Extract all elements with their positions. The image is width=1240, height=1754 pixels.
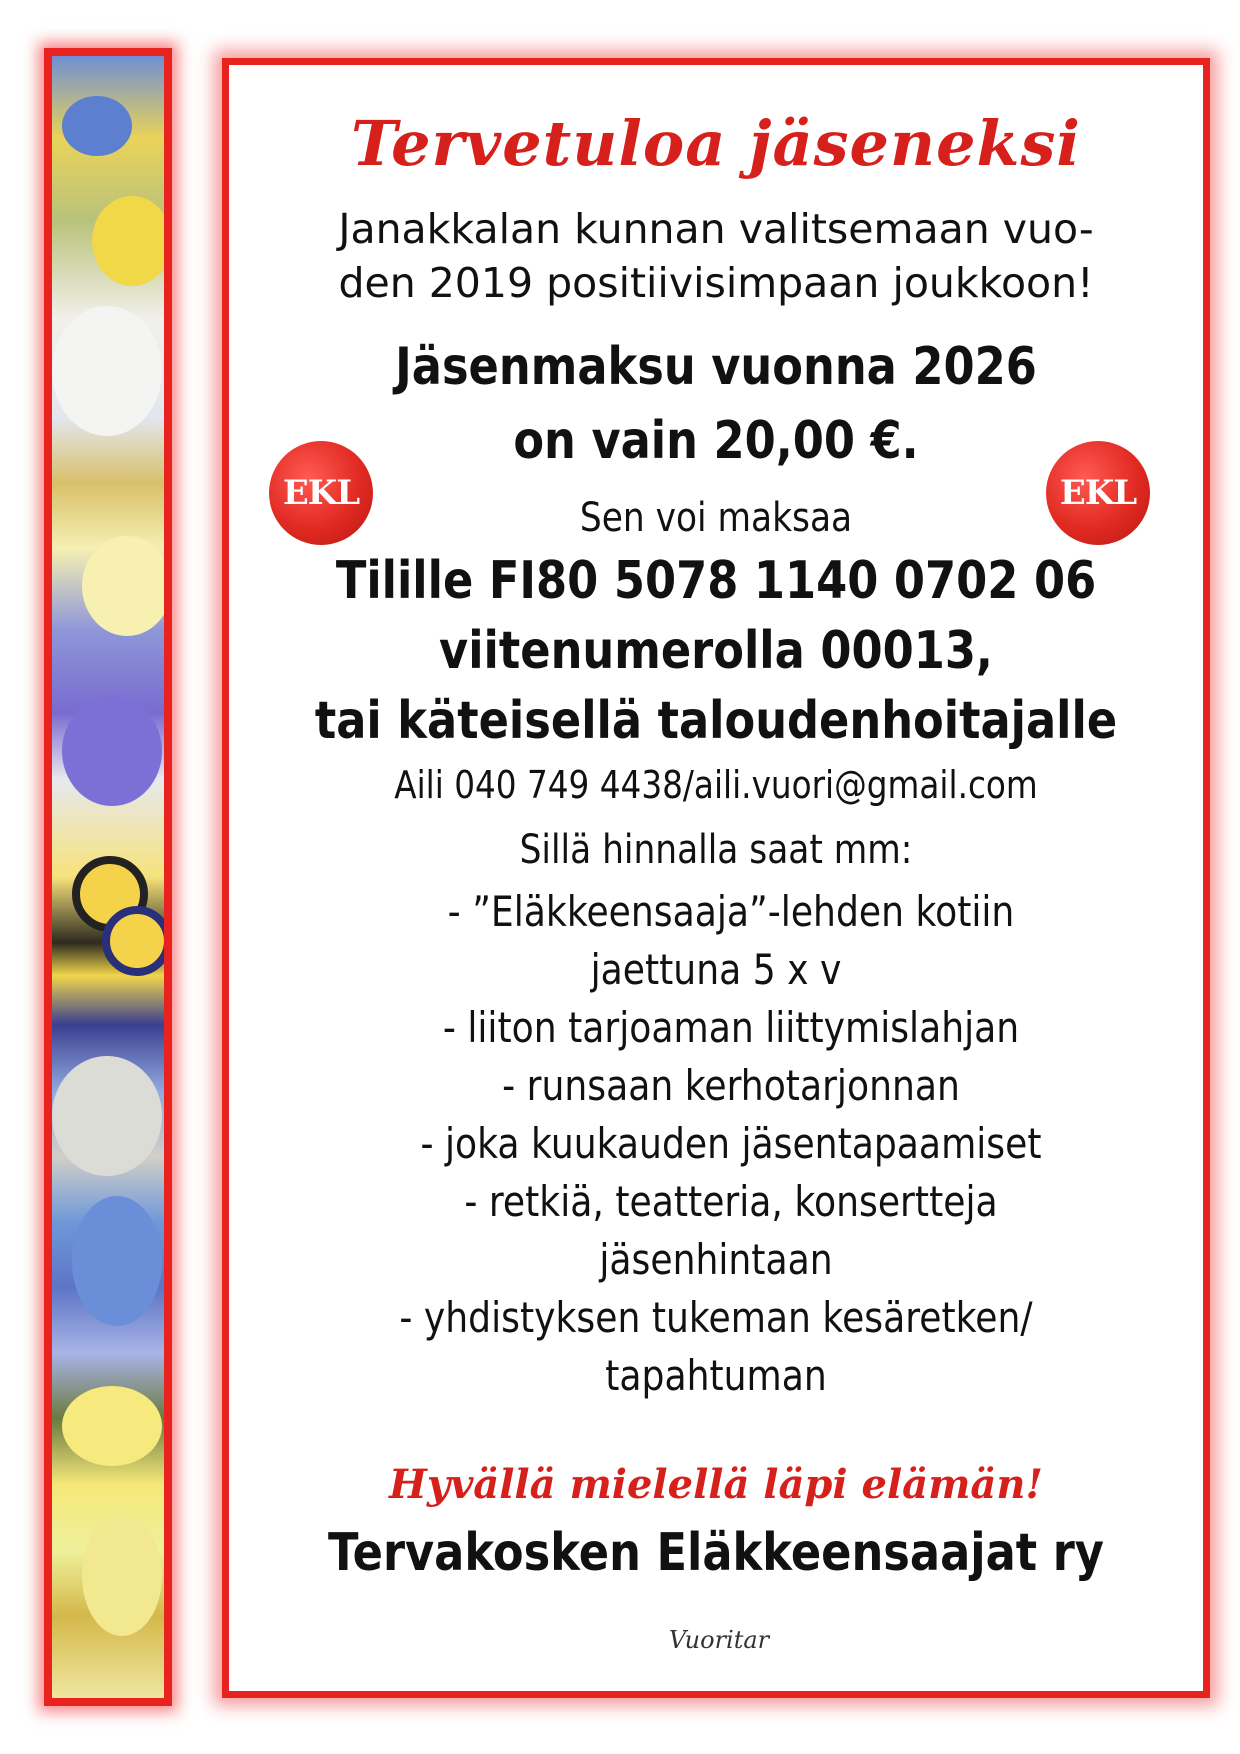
benefit-line: - yhdistyksen tukeman kesäretken/: [399, 1293, 1033, 1342]
flower-decoration: [62, 1386, 162, 1466]
flower-decoration: [82, 536, 172, 636]
flower-decoration: [82, 1516, 162, 1636]
benefit-line: - liiton tarjoaman liittymislahjan: [442, 1003, 1020, 1052]
flower-decoration: [52, 306, 162, 436]
benefit-line: - joka kuukauden jäsentapaamiset: [420, 1119, 1042, 1168]
main-content-frame: [222, 58, 1210, 1698]
benefit-line: tapahtuman: [605, 1351, 827, 1400]
account-number: Tilille FI80 5078 1140 0702 06: [335, 551, 1097, 611]
flower-border-strip: [44, 48, 172, 1706]
cash-payment-line: tai käteisellä taloudenhoitajalle: [314, 691, 1118, 751]
payment-intro: Sen voi maksaa: [579, 495, 853, 541]
flower-decoration: [62, 96, 132, 156]
benefit-line: - ”Eläkkeensaaja”-lehden kotiin: [447, 887, 1015, 936]
flower-decoration: [72, 1196, 162, 1326]
benefits-intro: Sillä hinnalla saat mm:: [519, 827, 913, 873]
subtitle-line-1: Janakkalan kunnan valitsemaan vuo-: [338, 205, 1094, 253]
benefit-line: jäsenhintaan: [599, 1235, 833, 1284]
treasurer-contact: Aili 040 749 4438/aili.vuori@gmail.com: [394, 763, 1038, 807]
benefit-line: jaettuna 5 x v: [590, 945, 842, 994]
flower-decoration: [102, 906, 172, 976]
slogan: Hyvällä mielellä läpi elämän!: [389, 1461, 1043, 1508]
benefit-line: - runsaan kerhotarjonnan: [502, 1061, 960, 1110]
fee-year-line: Jäsenmaksu vuonna 2026: [395, 337, 1037, 397]
benefit-line: - retkiä, teatteria, konsertteja: [464, 1177, 998, 1226]
ekl-logo-right: EKL: [1046, 441, 1150, 545]
flower-decoration: [52, 1056, 162, 1176]
ekl-logo-left: EKL: [269, 441, 373, 545]
page-title: Tervetuloa jäseneksi: [351, 107, 1081, 180]
subtitle-line-2: den 2019 positiivisimpaan joukkoon!: [338, 259, 1094, 307]
signature: Vuoritar: [668, 1626, 770, 1654]
organization-name: Tervakosken Eläkkeensaajat ry: [328, 1523, 1104, 1583]
reference-number: viitenumerolla 00013,: [439, 621, 993, 681]
flower-decoration: [92, 196, 172, 286]
fee-amount-line: on vain 20,00 €.: [513, 411, 919, 471]
flower-decoration: [62, 696, 162, 806]
